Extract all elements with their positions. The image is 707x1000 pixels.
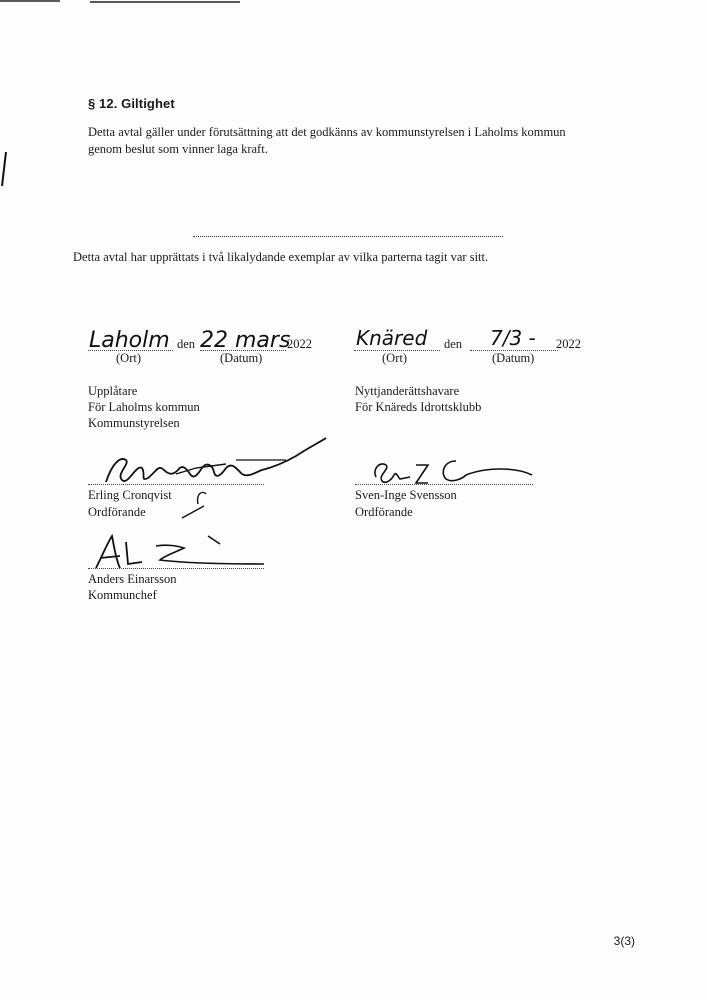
signature-line-erling: [88, 484, 264, 485]
section-heading: § 12. Giltighet: [88, 96, 175, 111]
right-den-label: den: [444, 337, 463, 351]
section-paragraph: Detta avtal gäller under förutsättning att det godkänns av kommunstyrelsen i Laholms kommun genom beslut som vinner laga kraft.: [88, 125, 566, 156]
signature-line-sven-inge: [355, 484, 533, 485]
right-place-handwritten: Knäred: [356, 326, 428, 350]
left-body: Kommunstyrelsen: [88, 416, 180, 430]
right-datum-caption: (Datum): [492, 351, 535, 365]
left-year: 2022: [287, 337, 312, 351]
left-place-handwritten: Laholm: [89, 328, 170, 353]
right-year: 2022: [556, 337, 581, 351]
left-date-handwritten: 22 mars: [200, 328, 291, 353]
signature-anders-einarsson: [86, 532, 266, 572]
signer-name-erling: Erling Cronqvist: [88, 488, 172, 502]
signer-title-anders: Kommunchef: [88, 588, 157, 602]
page-number: 3(3): [613, 934, 635, 948]
right-role: Nyttjanderättshavare: [355, 384, 460, 398]
scan-artifact-left: [0, 150, 8, 190]
left-den-label: den: [177, 337, 196, 351]
left-datum-caption: (Datum): [220, 351, 263, 365]
right-date-handwritten: 7/3 -: [490, 326, 536, 350]
right-org: För Knäreds Idrottsklubb: [355, 400, 482, 414]
signature-line-anders: [88, 568, 264, 569]
left-role: Upplåtare: [88, 384, 138, 398]
left-ort-caption: (Ort): [116, 351, 141, 365]
left-org: För Laholms kommun: [88, 400, 200, 414]
signer-title-erling: Ordförande: [88, 505, 146, 519]
signer-title-sven-inge: Ordförande: [355, 505, 413, 519]
copies-notice: Detta avtal har upprättats i två likalydande exemplar av vilka parterna tagit var sitt.: [73, 250, 489, 264]
signer-name-sven-inge: Sven-Inge Svensson: [355, 488, 457, 502]
right-ort-caption: (Ort): [382, 351, 407, 365]
signer-name-anders: Anders Einarsson: [88, 572, 177, 586]
scan-artifact-top: [0, 0, 707, 8]
dotted-divider: [193, 236, 503, 237]
